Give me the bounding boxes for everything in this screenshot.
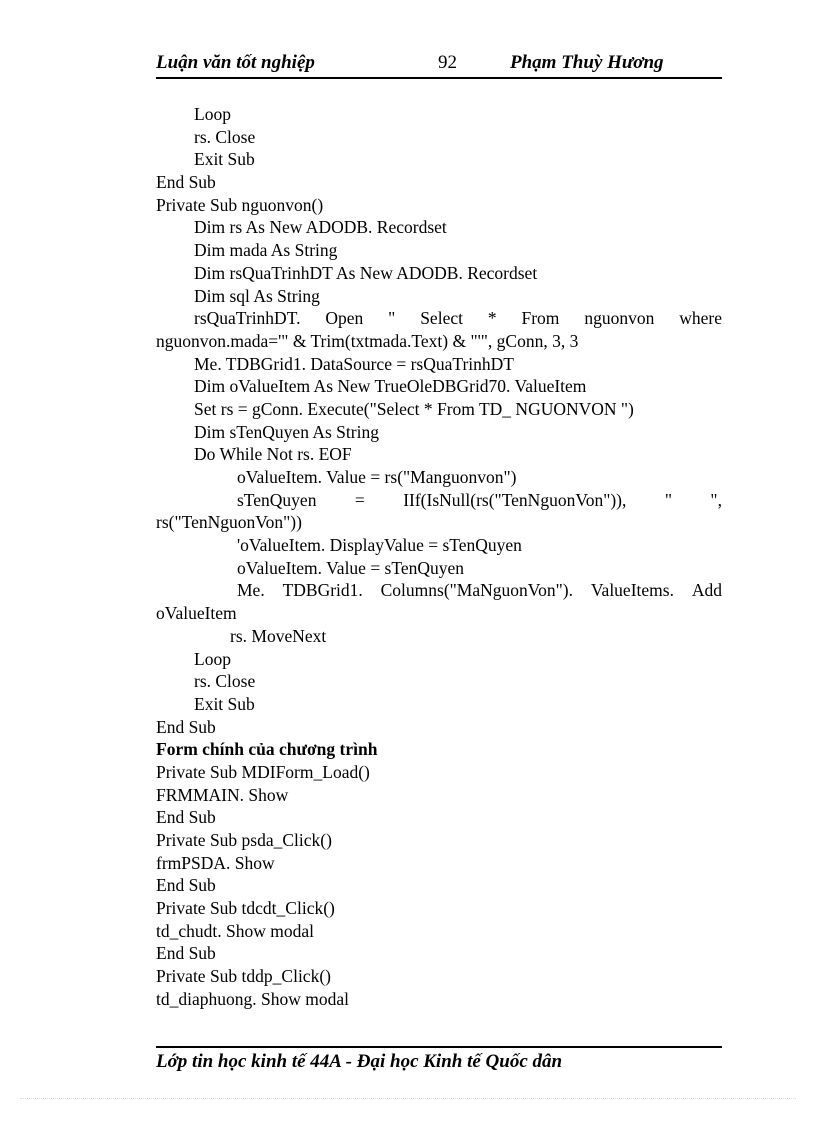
code-line: Private Sub psda_Click(): [156, 830, 332, 850]
code-line: End Sub: [156, 807, 216, 828]
code-line-justified: [156, 489, 722, 512]
header-author: Phạm Thuỳ Hương: [510, 52, 664, 73]
code-line: rs. Close: [194, 671, 256, 692]
code-word: Columns("MaNguonVon").: [380, 580, 573, 601]
code-line: End Sub: [156, 875, 216, 896]
code-line: Exit Sub: [194, 149, 255, 170]
code-line: Private Sub MDIForm_Load(): [156, 761, 370, 782]
code-word: ",: [710, 489, 722, 510]
code-word: ValueItems.: [590, 580, 674, 601]
code-line: Exit Sub: [194, 693, 255, 714]
code-word: Select: [420, 308, 463, 329]
code-word: nguonvon: [584, 308, 655, 329]
code-listing: [156, 103, 722, 1011]
section-heading: Form chính của chương trình: [156, 739, 378, 760]
code-line: Dim oValueItem As New TrueOleDBGrid70. ValueItem: [194, 376, 587, 397]
page-number: 92: [438, 52, 457, 73]
header-rule: [156, 77, 722, 79]
code-line: Dim rsQuaTrinhDT As New ADODB. Recordset: [194, 262, 538, 283]
code-word: Add: [691, 580, 722, 601]
page-footer: [156, 1046, 722, 1073]
code-line: rs. Close: [194, 126, 256, 147]
code-word: sTenQuyen: [237, 489, 317, 510]
code-line: td_diaphuong. Show modal: [156, 988, 349, 1009]
page-header: [156, 50, 722, 80]
code-line: rs. MoveNext: [230, 625, 327, 646]
code-word: Me.: [237, 580, 265, 601]
code-line: Dim sql As String: [194, 285, 320, 306]
code-line: Dim rs As New ADODB. Recordset: [194, 217, 447, 238]
code-word: Open: [325, 308, 364, 329]
code-line: nguonvon.mada='" & Trim(txtmada.Text) & "'", gConn, 3, 3: [156, 330, 579, 351]
code-word: ": [664, 489, 672, 510]
footer-rule: [156, 1046, 722, 1048]
code-line: oValueItem: [156, 603, 237, 624]
code-line: FRMMAIN. Show: [156, 784, 289, 805]
code-line: Set rs = gConn. Execute("Select * From TD_ NGUONVON "): [194, 398, 634, 419]
code-line: Dim sTenQuyen As String: [194, 421, 379, 442]
code-line-justified: [156, 307, 722, 330]
code-word: where: [679, 308, 722, 329]
code-line: End Sub: [156, 943, 216, 964]
code-word: =: [354, 489, 365, 510]
code-line: Private Sub tddp_Click(): [156, 966, 331, 987]
code-line: End Sub: [156, 172, 216, 193]
code-word: From: [521, 308, 560, 329]
code-line: Me. TDBGrid1. DataSource = rsQuaTrinhDT: [194, 353, 514, 374]
code-line: End Sub: [156, 716, 216, 737]
code-line: rs("TenNguonVon")): [156, 512, 302, 533]
footer-text: Lớp tin học kinh tế 44A - Đại học Kinh tế Quốc dân: [156, 1051, 563, 1072]
header-thesis-title: Luận văn tốt nghiệp: [156, 52, 315, 73]
code-line: Private Sub tdcdt_Click(): [156, 898, 335, 919]
code-line: Private Sub nguonvon(): [156, 194, 324, 215]
code-line: oValueItem. Value = rs("Manguonvon"): [237, 467, 517, 487]
page-edge-divider: [20, 1098, 796, 1099]
code-line: Loop: [194, 648, 231, 669]
code-line: frmPSDA. Show: [156, 852, 275, 873]
code-word: IIf(IsNull(rs("TenNguonVon")),: [403, 489, 627, 510]
code-line: td_chudt. Show modal: [156, 920, 314, 941]
code-line-justified: [156, 579, 722, 602]
code-line: Dim mada As String: [194, 240, 338, 261]
code-word: rsQuaTrinhDT.: [194, 308, 301, 329]
code-word: TDBGrid1.: [282, 580, 363, 601]
code-line: oValueItem. Value = sTenQuyen: [237, 557, 465, 578]
code-word: *: [487, 308, 497, 329]
code-line: Loop: [194, 104, 231, 124]
code-line: 'oValueItem. DisplayValue = sTenQuyen: [237, 535, 522, 556]
code-word: ": [388, 308, 396, 329]
code-line: Do While Not rs. EOF: [194, 444, 352, 465]
